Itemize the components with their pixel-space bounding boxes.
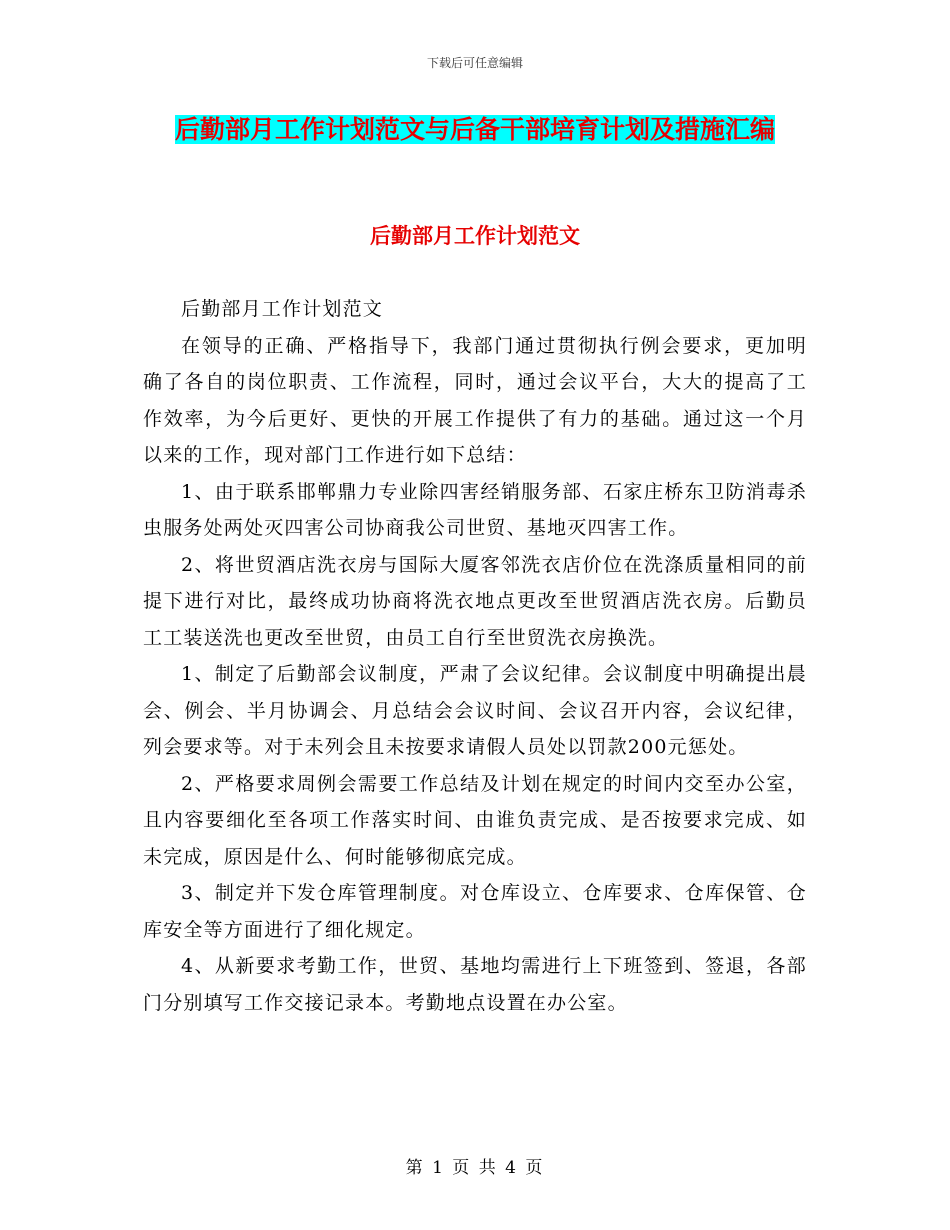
paragraph: 1、制定了后勤部会议制度，严肃了会议纪律。会议制度中明确提出晨会、例会、半月协调会、月总结会会议时间、会议召开内容，会议纪律，列会要求等。对于未列会且未按要求请假人员处以罚款200元惩处。 [143,663,807,758]
paragraph: 1、由于联系邯郸鼎力专业除四害经销服务部、石家庄桥东卫防消毒杀虫服务处两处灭四害公司协商我公司世贸、基地灭四害工作。 [143,480,807,539]
paragraph: 4、从新要求考勤工作，世贸、基地均需进行上下班签到、签退，各部门分别填写工作交接记录本。考勤地点设置在办公室。 [143,955,807,1014]
page-header: 下载后可任意编辑 [426,56,523,70]
paragraph: 2、严格要求周例会需要工作总结及计划在规定的时间内交至办公室，且内容要细化至各项工作落实时间、由谁负责完成、是否按要求完成、如未完成，原因是什么、何时能够彻底完成。 [143,772,807,868]
paragraph: 2、将世贸酒店洗衣房与国际大厦客邻洗衣店价位在洗涤质量相同的前提下进行对比，最终成功协商将洗衣地点更改至世贸酒店洗衣房。后勤员工工装送洗也更改至世贸，由员工自行至世贸洗衣房换洗。 [143,553,807,649]
section-title: 后勤部月工作计划范文 [370,223,580,248]
paragraph: 在领导的正确、严格指导下，我部门通过贯彻执行例会要求，更加明确了各自的岗位职责、工作流程，同时，通过会议平台，大大的提高了工作效率，为今后更好、更快的开展工作提供了有力的基础。通过这一个月以来的工作，现对部门工作进行如下总结： [143,334,807,466]
body-text [143,291,807,1021]
page-footer: 第 1 页 共 4 页 [405,1158,545,1178]
document-title [140,108,810,152]
paragraph: 后勤部月工作计划范文 [181,298,384,320]
document-title-text: 后勤部月工作计划范文与后备干部培育计划及措施汇编 [174,115,775,144]
paragraph: 3、制定并下发仓库管理制度。对仓库设立、仓库要求、仓库保管、仓库安全等方面进行了细化规定。 [143,882,807,941]
